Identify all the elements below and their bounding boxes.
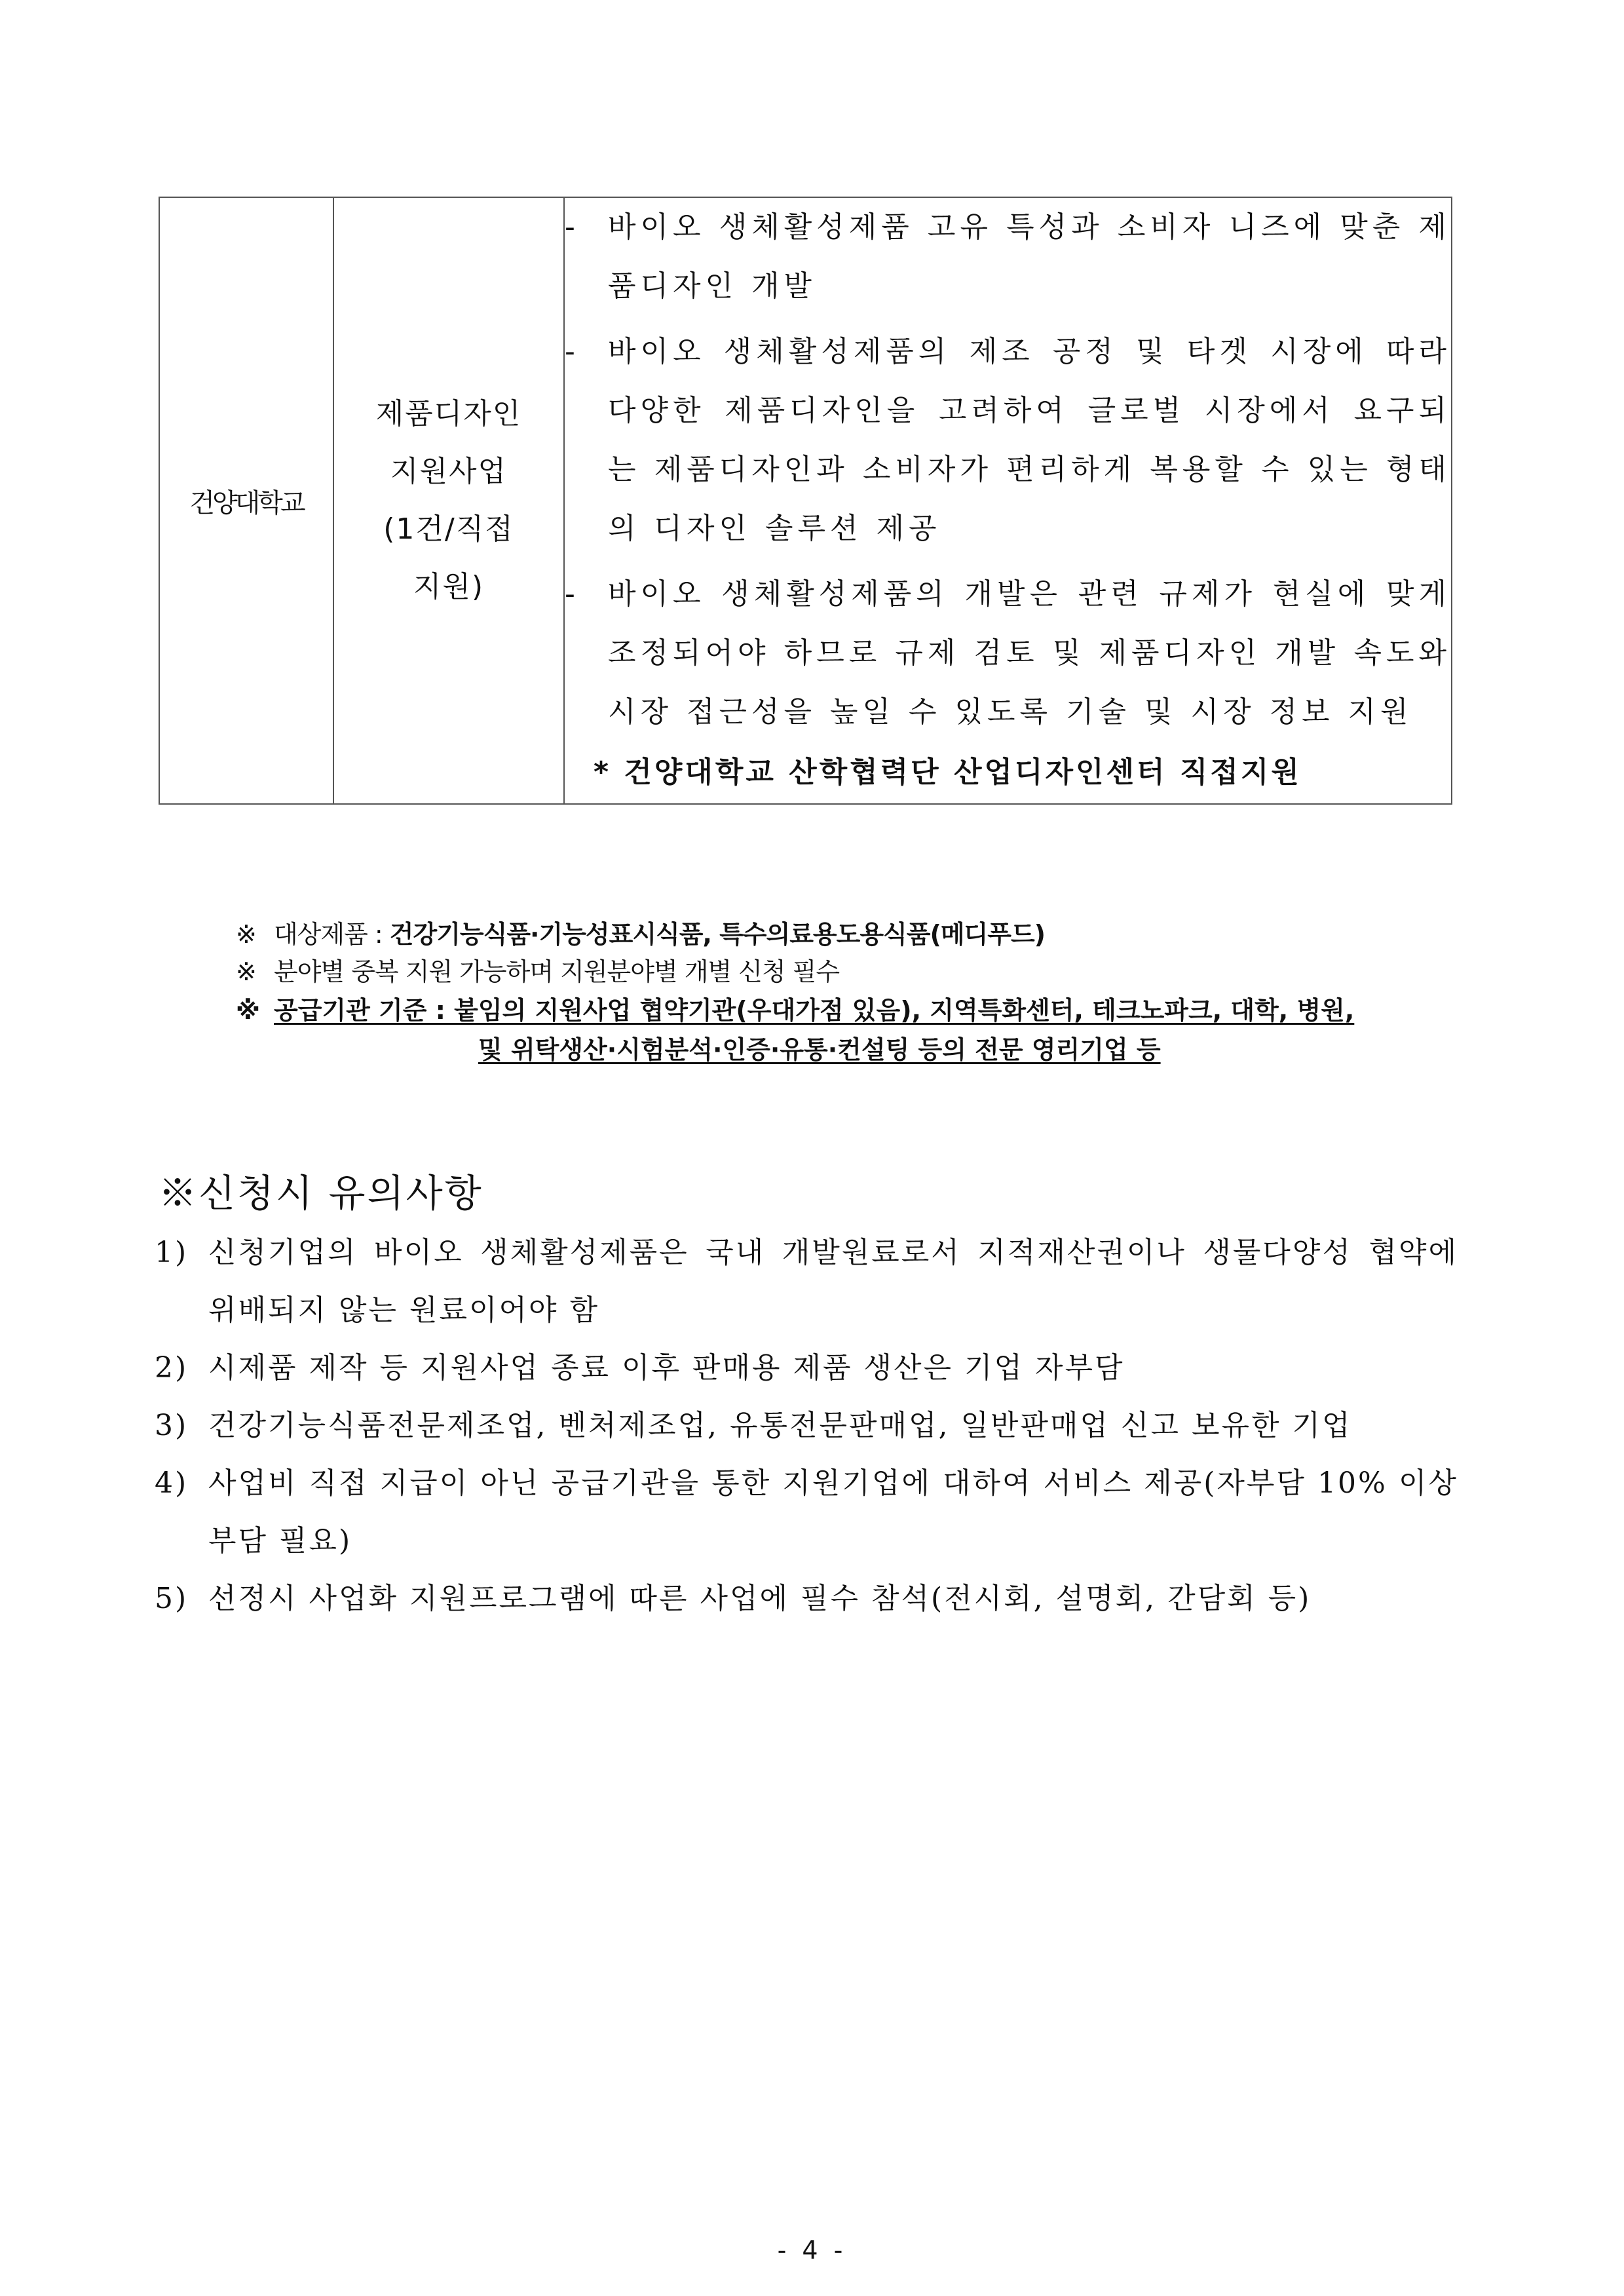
note-text: 분야별 중복 지원 가능하며 지원분야별 개별 신청 필수 [274,957,840,986]
list-item-number: 2) [155,1351,189,1385]
page-number: - 4 - [777,2236,847,2265]
section-title: ※신청시 유의사항 [159,1171,483,1215]
note-label: 대상제품 : [274,920,390,949]
list-item-number: 3) [155,1409,189,1442]
note-products: 건강기능식품·기능성표시식품, 특수의료용도용식품(메디푸드) [389,920,1046,949]
description-item [565,565,1451,742]
program-line: (1건/직접 [383,512,514,546]
bullet-dash: - [565,577,580,611]
note-mark: ※ [236,957,256,986]
support-program-table [159,197,1452,805]
list-item [155,1570,1458,1628]
table-footnote: * 건양대학교 산학협력단 산업디자인센터 직접지원 [594,756,1302,789]
list-item-number: 1) [155,1236,189,1269]
description-item [565,198,1451,316]
note-target-products [236,916,1045,953]
list-item-text: 시제품 제작 등 지원사업 종료 이후 판매용 제품 생산은 기업 자부담 [208,1351,1125,1385]
list-item-text: 건강기능식품전문제조업, 벤처제조업, 유통전문판매업, 일반판매업 신고 보유한 기업 [208,1409,1352,1442]
description-item [565,322,1451,558]
program-line: 지원) [413,570,485,603]
list-item-text: 신청기업의 바이오 생체활성제품은 국내 개발원료로서 지적재산권이나 생물다양성 협약에 위배되지 않는 원료이어야 함 [208,1236,1458,1327]
program-line: 제품디자인 [375,397,522,430]
list-item [155,1339,1458,1397]
bullet-dash: - [565,210,580,244]
note-mark: ※ [236,996,260,1025]
notes-block [236,916,1045,991]
precautions-list [155,1224,1458,1628]
description-cell [564,197,1452,804]
note-mark: ※ [236,920,256,949]
note-duplicate-support [236,953,1045,991]
list-item [155,1224,1458,1339]
list-item-number: 4) [155,1466,189,1500]
note-supplier-line2: 및 위탁생산·시험분석·인증·유통·컨설팅 등의 전문 영리기업 등 [478,1035,1161,1064]
list-item-text: 선정시 사업화 지원프로그램에 따른 사업에 필수 참석(전시회, 설명회, 간담회 등) [208,1582,1312,1615]
list-item [155,1455,1458,1570]
note-supplier-criteria [236,991,1481,1069]
program-cell [333,197,564,804]
table-row [159,197,1452,804]
list-item [155,1397,1458,1455]
org-cell: 건양대학교 [159,197,333,804]
description-text: 바이오 생체활성제품 고유 특성과 소비자 니즈에 맞춘 제품디자인 개발 [608,210,1451,303]
list-item-text: 사업비 직접 지급이 아닌 공급기관을 통한 지원기업에 대하여 서비스 제공(자부담 10% 이상 부담 필요) [208,1466,1458,1558]
note-supplier-line1: 공급기관 기준 : 붙임의 지원사업 협약기관(우대가점 있음), 지역특화센터, 테크노파크, 대학, 병원, [274,996,1355,1025]
list-item-number: 5) [155,1582,189,1615]
program-line: 지원사업 [390,455,507,488]
description-text: 바이오 생체활성제품의 제조 공정 및 타겟 시장에 따라 다양한 제품디자인을 고려하여 글로벌 시장에서 요구되는 제품디자인과 소비자가 편리하게 복용할 수 있는 형태의 디자인 솔루션 제공 [608,335,1451,545]
description-text: 바이오 생체활성제품의 개발은 관련 규제가 현실에 맞게 조정되어야 하므로 규제 검토 및 제품디자인 개발 속도와 시장 접근성을 높일 수 있도록 기술 및 시장 정보 지원 [608,577,1451,729]
bullet-dash: - [565,335,580,368]
